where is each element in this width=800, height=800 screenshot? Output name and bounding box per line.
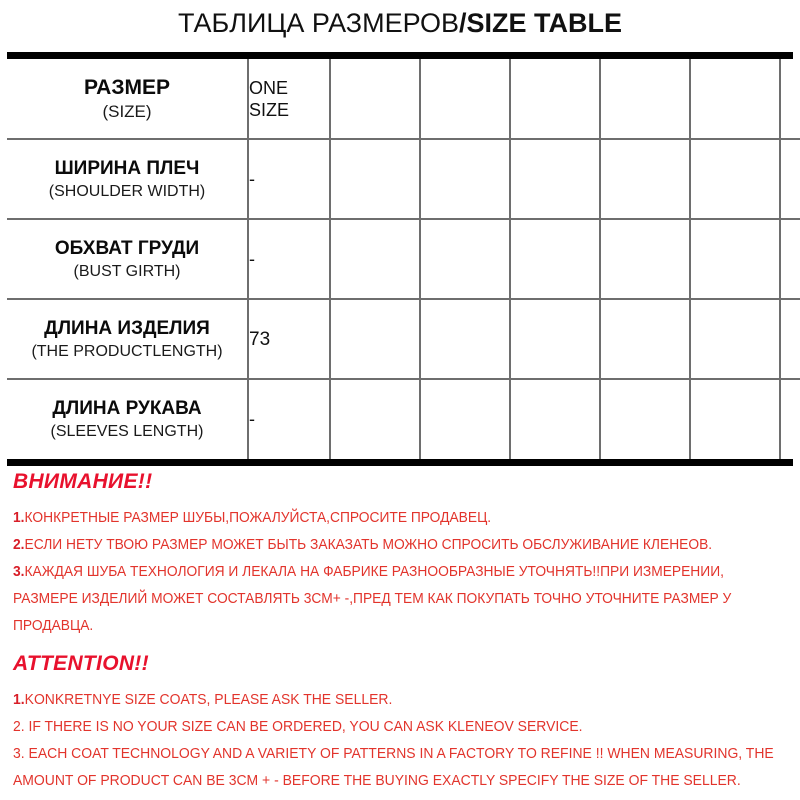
blank-cell bbox=[600, 139, 690, 219]
notice-line-text: ЕСЛИ НЕТУ ТВОЮ РАЗМЕР МОЖЕТ БЫТЬ ЗАКАЗАТЬ МОЖНО СПРОСИТЬ ОБСЛУЖИВАНИЕ КЛЕНЕОВ. bbox=[24, 536, 713, 553]
row-label-en: (THE PRODUCTLENGTH) bbox=[31, 342, 223, 360]
notice-line-number: 1. bbox=[13, 509, 25, 526]
table-row bbox=[7, 219, 800, 299]
blank-cell bbox=[510, 379, 600, 459]
blank-cell bbox=[780, 379, 800, 459]
blank-cell bbox=[420, 379, 510, 459]
notice-english bbox=[13, 650, 788, 794]
row-label-bust-girth bbox=[7, 219, 248, 299]
blank-cell bbox=[330, 139, 420, 219]
notice-english-line bbox=[13, 740, 774, 767]
notice-russian-line bbox=[13, 585, 732, 612]
row-label-en: (SIZE) bbox=[102, 101, 152, 121]
blank-cell bbox=[780, 139, 800, 219]
row-label-en: (SLEEVES LENGTH) bbox=[50, 423, 204, 440]
blank-cell bbox=[600, 219, 690, 299]
blank-cell bbox=[330, 379, 420, 459]
blank-cell bbox=[690, 379, 780, 459]
notice-line-text: КОНКРЕТНЫЕ РАЗМЕР ШУБЫ,ПОЖАЛУЙСТА,СПРОСИТЕ ПРОДАВЕЦ. bbox=[24, 509, 492, 526]
notice-english-line bbox=[13, 713, 734, 740]
page-title-ru: ТАБЛИЦА РАЗМЕРОВ bbox=[177, 8, 460, 38]
notice-line-number: 2. bbox=[13, 536, 25, 553]
notice-english-heading: ATTENTION!! bbox=[13, 652, 149, 675]
blank-cell bbox=[420, 59, 510, 139]
notice-line-text: КАЖДАЯ ШУБА ТЕХНОЛОГИЯ И ЛЕКАЛА НА ФАБРИКЕ РАЗНООБРАЗНЫЕ УТОЧНЯТЬ!!ПРИ ИЗМЕРЕНИИ, bbox=[24, 563, 724, 580]
notice-line-text: ПРОДАВЦА. bbox=[13, 617, 94, 634]
row-label-size bbox=[7, 59, 248, 139]
blank-cell bbox=[330, 299, 420, 379]
page-title bbox=[0, 6, 800, 40]
table-row bbox=[7, 139, 800, 219]
blank-cell bbox=[690, 219, 780, 299]
notice-line-text: 2. IF THERE IS NO YOUR SIZE CAN BE ORDERED, YOU CAN ASK KLENEOV SERVICE. bbox=[13, 718, 583, 735]
page-title-en: /SIZE TABLE bbox=[459, 8, 623, 38]
row-label-ru: ДЛИНА ИЗДЕЛИЯ bbox=[44, 317, 210, 339]
blank-cell bbox=[690, 59, 780, 139]
notice-english-line bbox=[13, 767, 741, 794]
blank-cell bbox=[690, 139, 780, 219]
notice-line-text: KONKRETNYE SIZE COATS, PLEASE ASK THE SELLER. bbox=[24, 691, 393, 708]
blank-cell bbox=[510, 59, 600, 139]
notice-line-number: 1. bbox=[13, 691, 25, 708]
row-label-shoulder-width bbox=[7, 139, 248, 219]
notice-line-number: 3. bbox=[13, 563, 25, 580]
blank-cell bbox=[510, 139, 600, 219]
row-value-shoulder-width bbox=[248, 139, 330, 219]
row-label-sleeves-length bbox=[7, 379, 248, 459]
table-row bbox=[7, 299, 800, 379]
blank-cell bbox=[600, 299, 690, 379]
blank-cell bbox=[420, 139, 510, 219]
notice-line-text: 3. EACH COAT TECHNOLOGY AND A VARIETY OF PATTERNS IN A FACTORY TO REFINE !! WHEN MEASURING, THE bbox=[13, 745, 774, 762]
row-label-ru: ДЛИНА РУКАВА bbox=[52, 398, 202, 419]
notice-line-text: РАЗМЕРЕ ИЗДЕЛИЙ МОЖЕТ СОСТАВЛЯТЬ 3СМ+ -,ПРЕД ТЕМ КАК ПОКУПАТЬ ТОЧНО УТОЧНИТЕ РАЗМЕР У bbox=[13, 590, 732, 607]
row-label-en: (SHOULDER WIDTH) bbox=[48, 182, 206, 200]
notice-russian bbox=[13, 468, 788, 639]
row-label-ru: ШИРИНА ПЛЕЧ bbox=[54, 157, 200, 179]
notice-russian-line bbox=[13, 612, 726, 639]
blank-cell bbox=[420, 219, 510, 299]
row-value-size bbox=[248, 59, 330, 139]
notice-russian-line bbox=[13, 531, 726, 558]
row-value-product-length bbox=[248, 299, 330, 379]
row-label-ru: РАЗМЕР bbox=[84, 75, 170, 99]
blank-cell bbox=[330, 219, 420, 299]
notice-russian-line bbox=[13, 504, 726, 531]
blank-cell bbox=[600, 379, 690, 459]
notice-line-text: AMOUNT OF PRODUCT CAN BE 3CM + - BEFORE THE BUYING EXACTLY SPECIFY THE SIZE OF THE SELLER. bbox=[13, 772, 741, 789]
blank-cell bbox=[690, 299, 780, 379]
table-row bbox=[7, 379, 800, 459]
row-value-line1: ONE bbox=[249, 77, 289, 98]
blank-cell bbox=[600, 59, 690, 139]
row-label-ru: ОБХВАТ ГРУДИ bbox=[54, 237, 200, 259]
row-value-text: - bbox=[249, 409, 255, 429]
row-value-line2: SIZE bbox=[249, 99, 290, 120]
size-table bbox=[7, 59, 800, 459]
row-value-bust-girth bbox=[248, 219, 330, 299]
blank-cell bbox=[780, 59, 800, 139]
blank-cell bbox=[510, 299, 600, 379]
row-value-text: - bbox=[249, 168, 255, 189]
table-bottom-rule bbox=[7, 459, 793, 466]
table-top-rule bbox=[7, 52, 793, 59]
row-label-en: (BUST GIRTH) bbox=[73, 262, 181, 280]
blank-cell bbox=[780, 219, 800, 299]
blank-cell bbox=[510, 219, 600, 299]
row-value-text: 73 bbox=[249, 328, 271, 350]
table-row bbox=[7, 59, 800, 139]
row-label-product-length bbox=[7, 299, 248, 379]
blank-cell bbox=[420, 299, 510, 379]
row-value-text: - bbox=[249, 248, 255, 269]
blank-cell bbox=[780, 299, 800, 379]
notice-english-line bbox=[13, 686, 734, 713]
blank-cell bbox=[330, 59, 420, 139]
row-value-sleeves-length bbox=[248, 379, 330, 459]
notice-russian-line bbox=[13, 558, 726, 585]
size-table-wrapper bbox=[7, 52, 793, 466]
notice-russian-heading: ВНИМАНИЕ!! bbox=[13, 470, 153, 493]
